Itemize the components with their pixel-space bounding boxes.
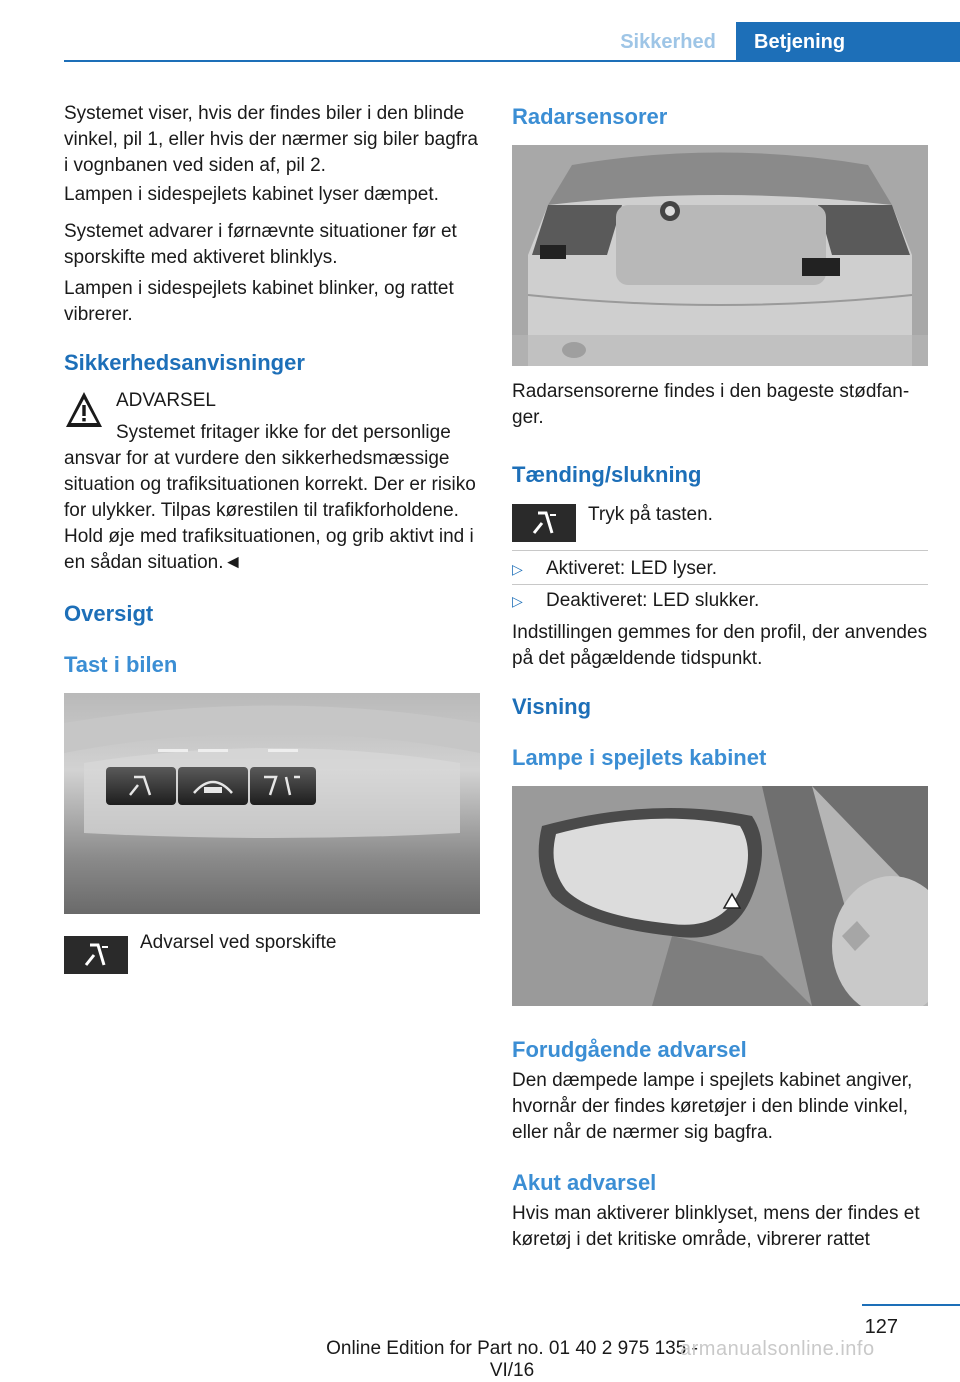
watermark: armanualsonline.info — [680, 1338, 875, 1360]
lane-change-warning-button-icon — [64, 936, 128, 974]
bullet-divider — [512, 550, 928, 551]
onoff-heading: Tænding/slukning — [512, 462, 702, 487]
triangle-bullet-icon: ▷ — [512, 561, 523, 577]
lamp-heading: Lampe i spejlets kabinet — [512, 745, 767, 770]
lane-change-warning-button[interactable] — [512, 504, 576, 542]
overview-heading: Oversigt — [64, 601, 154, 626]
acute-warning-text: Hvis man aktiverer blinklyset, mens der findes et køretøj i det kritiske område, vibrerer rattet — [512, 1203, 920, 1250]
header-rule — [64, 60, 960, 62]
intro-paragraph-2: Lampen i sidespejlets kabinet lyser dæmpet. — [64, 184, 439, 205]
pre-warning-heading: Forudgående advarsel — [512, 1037, 747, 1062]
warning-triangle-icon — [64, 389, 104, 431]
button-panel-image — [64, 693, 480, 914]
tab-sikkerhed[interactable]: Sikkerhed — [620, 31, 716, 53]
side-mirror-image — [512, 786, 928, 1006]
acute-warning-heading: Akut advarsel — [512, 1170, 657, 1195]
pre-warning-text: Den dæmpede lampe i spejlets kabinet angiver, hvornår der findes køretøjer i den blinde vinkel, eller når de nærmer sig bagfra. — [512, 1070, 913, 1143]
bullet-divider — [512, 584, 928, 585]
intro-paragraph-1: Systemet viser, hvis der findes biler i den blinde vinkel, pil 1, eller hvis der nærmer sig biler bagfra i vognbanen ved siden af, pil 2. — [64, 103, 478, 176]
intro-paragraph-4: Lampen i sidespejlets kabinet blinker, og rattet vibrerer. — [64, 278, 454, 325]
warning-text-first-line: Systemet fritager ikke for det personlige — [116, 422, 451, 443]
car-rear-image — [512, 145, 928, 366]
radar-text: Radarsensorerne findes i den bageste stødfanger. — [512, 381, 910, 428]
button-caption: Advarsel ved sporskifte — [140, 932, 337, 953]
edition-text: Online Edition for Part no. 01 40 2 975 135 - VI/16 — [326, 1338, 698, 1381]
footer-rule — [862, 1304, 960, 1306]
warning-label: ADVARSEL — [116, 390, 216, 411]
onoff-text: Tryk på tasten. — [588, 504, 713, 525]
tab-betjening[interactable]: Betjening — [736, 22, 960, 62]
warning-text: ansvar for at vurdere den sikkerhedsmæssige situation og trafiksituationen korrekt. Der er risiko for ulykker. Tilpas kørestilen til trafikforholdene. Hold øje med trafiksituationen, og grib aktivt ind i en sådan situation.◄ — [64, 448, 476, 573]
radar-heading: Radarsensorer — [512, 104, 668, 129]
page-number: 127 — [864, 1316, 898, 1338]
button-heading: Tast i bilen — [64, 652, 178, 677]
intro-paragraph-3: Systemet advarer i førnævnte situationer før et sporskifte med aktiveret blinklys. — [64, 221, 457, 268]
triangle-bullet-icon: ▷ — [512, 593, 523, 609]
safety-heading: Sikkerhedsanvisninger — [64, 350, 305, 375]
setting-text: Indstillingen gemmes for den profil, der anvendes på det pågældende tidspunkt. — [512, 622, 928, 669]
display-heading: Visning — [512, 694, 592, 719]
